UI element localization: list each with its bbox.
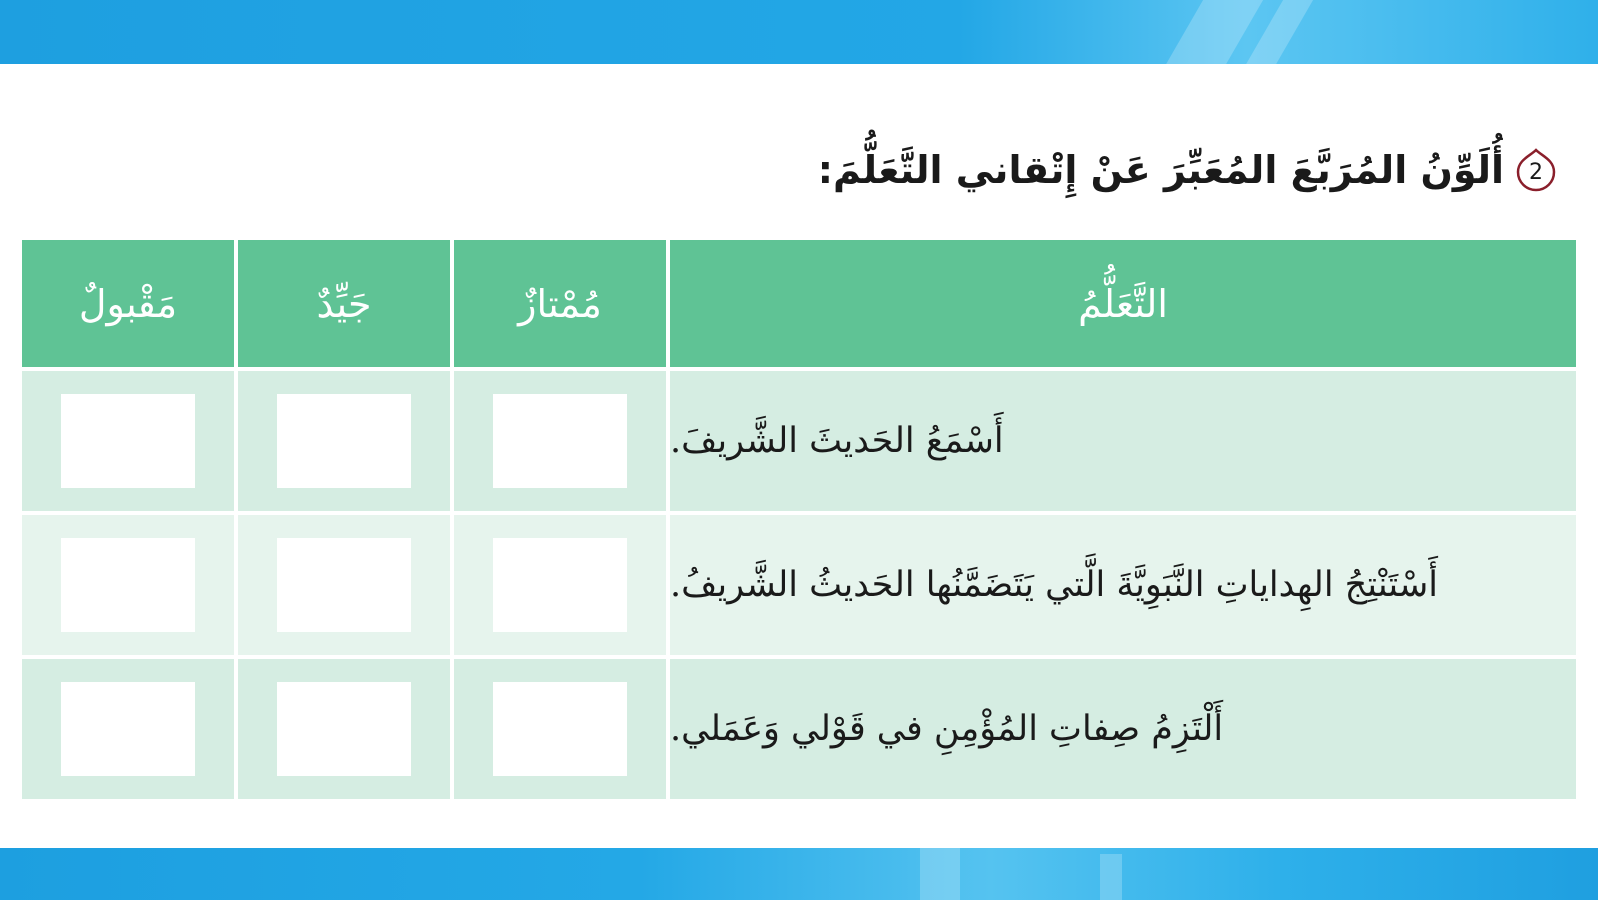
header-good: جَيِّدٌ (238, 240, 450, 367)
instruction-text: أُلَوِّنُ المُرَبَّعَ المُعَبِّرَ عَنْ إِتْقاني التَّعَلُّمَ: (817, 148, 1504, 192)
row-label: أَلْتَزِمُ صِفاتِ المُؤْمِنِ في قَوْلي وَعَمَلي. (670, 659, 1576, 799)
table-cell (238, 515, 450, 655)
header-excellent: مُمْتازٌ (454, 240, 666, 367)
checkbox-good-row-2[interactable] (277, 538, 411, 632)
table-cell (22, 515, 234, 655)
top-banner (0, 0, 1598, 64)
self-assessment-table (22, 240, 1572, 799)
table-cell (22, 659, 234, 799)
checkbox-acceptable-row-2[interactable] (61, 538, 195, 632)
table-cell (238, 371, 450, 511)
table-cell (454, 515, 666, 655)
table-cell (454, 659, 666, 799)
checkbox-good-row-1[interactable] (277, 394, 411, 488)
header-acceptable: مَقْبولٌ (22, 240, 234, 367)
header-learning: التَّعَلُّمُ (670, 240, 1576, 367)
checkbox-excellent-row-2[interactable] (493, 538, 627, 632)
table-cell (238, 659, 450, 799)
checkbox-acceptable-row-1[interactable] (61, 394, 195, 488)
instruction-number: 2 (1529, 160, 1543, 185)
bottom-banner (0, 848, 1598, 900)
checkbox-excellent-row-1[interactable] (493, 394, 627, 488)
checkbox-acceptable-row-3[interactable] (61, 682, 195, 776)
number-badge-icon (1514, 148, 1558, 192)
table-cell (454, 371, 666, 511)
row-label: أَسْمَعُ الحَديثَ الشَّريفَ. (670, 371, 1576, 511)
table-cell (22, 371, 234, 511)
checkbox-excellent-row-3[interactable] (493, 682, 627, 776)
checkbox-good-row-3[interactable] (277, 682, 411, 776)
row-label: أَسْتَنْتِجُ الهِداياتِ النَّبَوِيَّةَ الَّتي يَتَضَمَّنُها الحَديثُ الشَّريفُ. (670, 515, 1576, 655)
instruction (818, 148, 1558, 192)
